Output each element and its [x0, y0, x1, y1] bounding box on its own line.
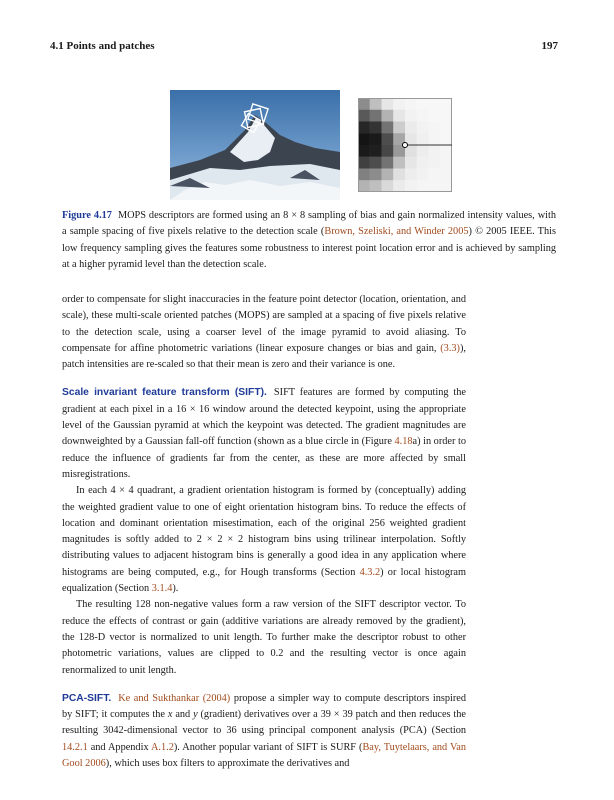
descriptor-cell	[370, 133, 382, 145]
caption-text-1: MOPS descriptors are formed using an 8 × 8 sampling of bias and gain normalized intensity values, with a sample spacing of five pixels relative to the detection scale (	[62, 210, 556, 238]
figure-label: Figure 4.17	[62, 210, 112, 221]
descriptor-cell	[429, 169, 441, 181]
descriptor-cell	[358, 122, 370, 134]
descriptor-cell	[429, 110, 441, 122]
descriptor-cell	[382, 180, 394, 192]
sift-paragraph-1: Scale invariant feature transform (SIFT). SIFT features are formed by computing the gradient at each pixel in a 16 × 16 window around the detected keypoint, using the appropriate level of the Gaussian pyramid at which the keypoint was detected. The gradient magnitudes are downweighted by a Gaussian fall-off function (shown as a blue circle in (Figure 4.18a) in order to reduce the influence of gradients far from the center, as these are more affected by small misregistrations.	[62, 387, 466, 480]
descriptor-cell	[393, 180, 405, 192]
descriptor-cell	[417, 157, 429, 169]
descriptor-cell	[382, 110, 394, 122]
descriptor-cell	[370, 145, 382, 157]
descriptor-cell	[440, 133, 452, 145]
appendix-a-1-2-link[interactable]: A.1.2	[150, 741, 174, 753]
descriptor-cell	[358, 169, 370, 181]
page-number: 197	[541, 40, 558, 52]
descriptor-cell	[405, 169, 417, 181]
section-3-1-4-link[interactable]: 3.1.4	[151, 583, 173, 595]
descriptor-cell	[405, 157, 417, 169]
descriptor-cell	[358, 180, 370, 192]
sift-paragraph-2: In each 4 × 4 quadrant, a gradient orientation histogram is formed by (conceptually) adding the weighted gradient value to one of eight orientation histogram bins. To reduce the effects of location and dominant orientation misestimation, each of the original 256 weighted gradient magnitudes is softly added to 2 × 2 × 2 histogram bins using trilinear interpolation. Softly distributing values to adjacent histogram bins is generally a good idea in any application where histograms are being computed, e.g., for Hough transforms (Section 4.3.2) or local histogram equalization (Section 3.1.4).	[62, 485, 466, 595]
descriptor-cell	[417, 180, 429, 192]
descriptor-cell	[358, 145, 370, 157]
figure-caption	[62, 208, 556, 274]
pca-sift-heading: PCA-SIFT.	[62, 692, 112, 704]
section-4-3-2-link[interactable]: 4.3.2	[359, 566, 381, 578]
ke-citation-link[interactable]: Ke and Sukthankar (2004)	[118, 692, 231, 704]
descriptor-cell	[393, 169, 405, 181]
descriptor-cell	[393, 98, 405, 110]
descriptor-cell	[440, 169, 452, 181]
descriptor-cell	[382, 133, 394, 145]
caption-text-3: 2005 IEEE. This low frequency sampling gives the features some robustness to interest point location error and is achieved by sampling at a higher pyramid level than the detection scale.	[62, 226, 556, 271]
keypoint-dot	[403, 143, 408, 148]
descriptor-cell	[429, 145, 441, 157]
descriptor-cell	[393, 122, 405, 134]
descriptor-cell	[417, 98, 429, 110]
fig-4-18-link[interactable]: 4.18	[394, 436, 413, 448]
descriptor-cell	[440, 145, 452, 157]
descriptor-cell	[393, 157, 405, 169]
descriptor-cell	[405, 98, 417, 110]
caption-citation-link[interactable]: Brown, Szeliski, and Winder 2005	[324, 226, 469, 238]
descriptor-cell	[405, 122, 417, 134]
mountain-photo	[170, 90, 340, 200]
descriptor-cell	[382, 98, 394, 110]
descriptor-cell	[440, 110, 452, 122]
page-header	[50, 40, 558, 52]
descriptor-cell	[429, 98, 441, 110]
descriptor-cell	[370, 169, 382, 181]
descriptor-cell	[417, 110, 429, 122]
descriptor-cell	[405, 180, 417, 192]
descriptor-cell	[429, 133, 441, 145]
caption-text-2: )	[468, 226, 476, 238]
descriptor-cell	[370, 157, 382, 169]
pca-sift-paragraph: PCA-SIFT. Ke and Sukthankar (2004) propose a simpler way to compute descriptors inspired by SIFT; it computes the x and y (gradient) derivatives over a 39 × 39 patch and then reduces the resulting 3042-dimensional vector to 36 using principal component analysis (PCA) (Section 14.2.1 and Appendix A.1.2). Another popular variant of SIFT is SURF (Bay, Tuytelaars, and Van Gool 2006), which uses box filters to approximate the derivatives and	[62, 692, 467, 770]
descriptor-cell	[382, 157, 394, 169]
descriptor-cell	[440, 157, 452, 169]
descriptor-cell	[382, 169, 394, 181]
descriptor-cell	[370, 98, 382, 110]
descriptor-cell	[429, 180, 441, 192]
descriptor-cell	[440, 180, 452, 192]
descriptor-cell	[440, 98, 452, 110]
descriptor-cell	[429, 157, 441, 169]
sift-heading: Scale invariant feature transform (SIFT).	[62, 387, 267, 399]
descriptor-cell	[382, 122, 394, 134]
bay-citation-link[interactable]: Bay, Tuytelaars, and Van Gool 2006	[62, 741, 466, 770]
descriptor-cell	[358, 157, 370, 169]
sift-paragraph-3: The resulting 128 non-negative values form a raw version of the SIFT descriptor vector. To reduce the effects of contrast or gain (additive variations are already removed by the gradient), the 128-D vector is normalized to unit length. To further make the descriptor robust to other photometric variations, values are clipped to 0.2 and the resulting vector is once again renormalized to unit length.	[62, 599, 466, 676]
descriptor-cell	[417, 122, 429, 134]
section-title-header: 4.1 Points and patches	[50, 40, 155, 52]
descriptor-cell	[417, 169, 429, 181]
descriptor-cell	[358, 110, 370, 122]
figure-4-17	[170, 90, 470, 200]
descriptor-cell	[393, 110, 405, 122]
eq-ref-link[interactable]: (3.3)	[440, 342, 460, 354]
intro-paragraph: order to compensate for slight inaccuracies in the feature point detector (location, orientation, and scale), these multi-scale oriented patches (MOPS) are sampled at a spacing of five pixels relative to the detection scale, using a coarser level of the image pyramid to avoid aliasing. To compensate for affine photometric variations (linear exposure changes or bias and gain, (3.3)), patch intensities are re-scaled so that their mean is zero and their variance is one.	[62, 294, 466, 371]
body-text	[62, 292, 466, 772]
descriptor-cell	[440, 122, 452, 134]
descriptor-cell	[370, 122, 382, 134]
descriptor-cell	[358, 133, 370, 145]
descriptor-cell	[429, 122, 441, 134]
mops-descriptor-grid	[358, 98, 452, 192]
descriptor-cell	[382, 145, 394, 157]
copyright-icon: ©	[475, 226, 483, 238]
descriptor-cell	[417, 133, 429, 145]
descriptor-cell	[417, 145, 429, 157]
descriptor-cell	[405, 110, 417, 122]
descriptor-cell	[358, 98, 370, 110]
descriptor-cell	[370, 180, 382, 192]
section-14-2-1-link[interactable]: 14.2.1	[62, 741, 88, 753]
descriptor-cell	[370, 110, 382, 122]
